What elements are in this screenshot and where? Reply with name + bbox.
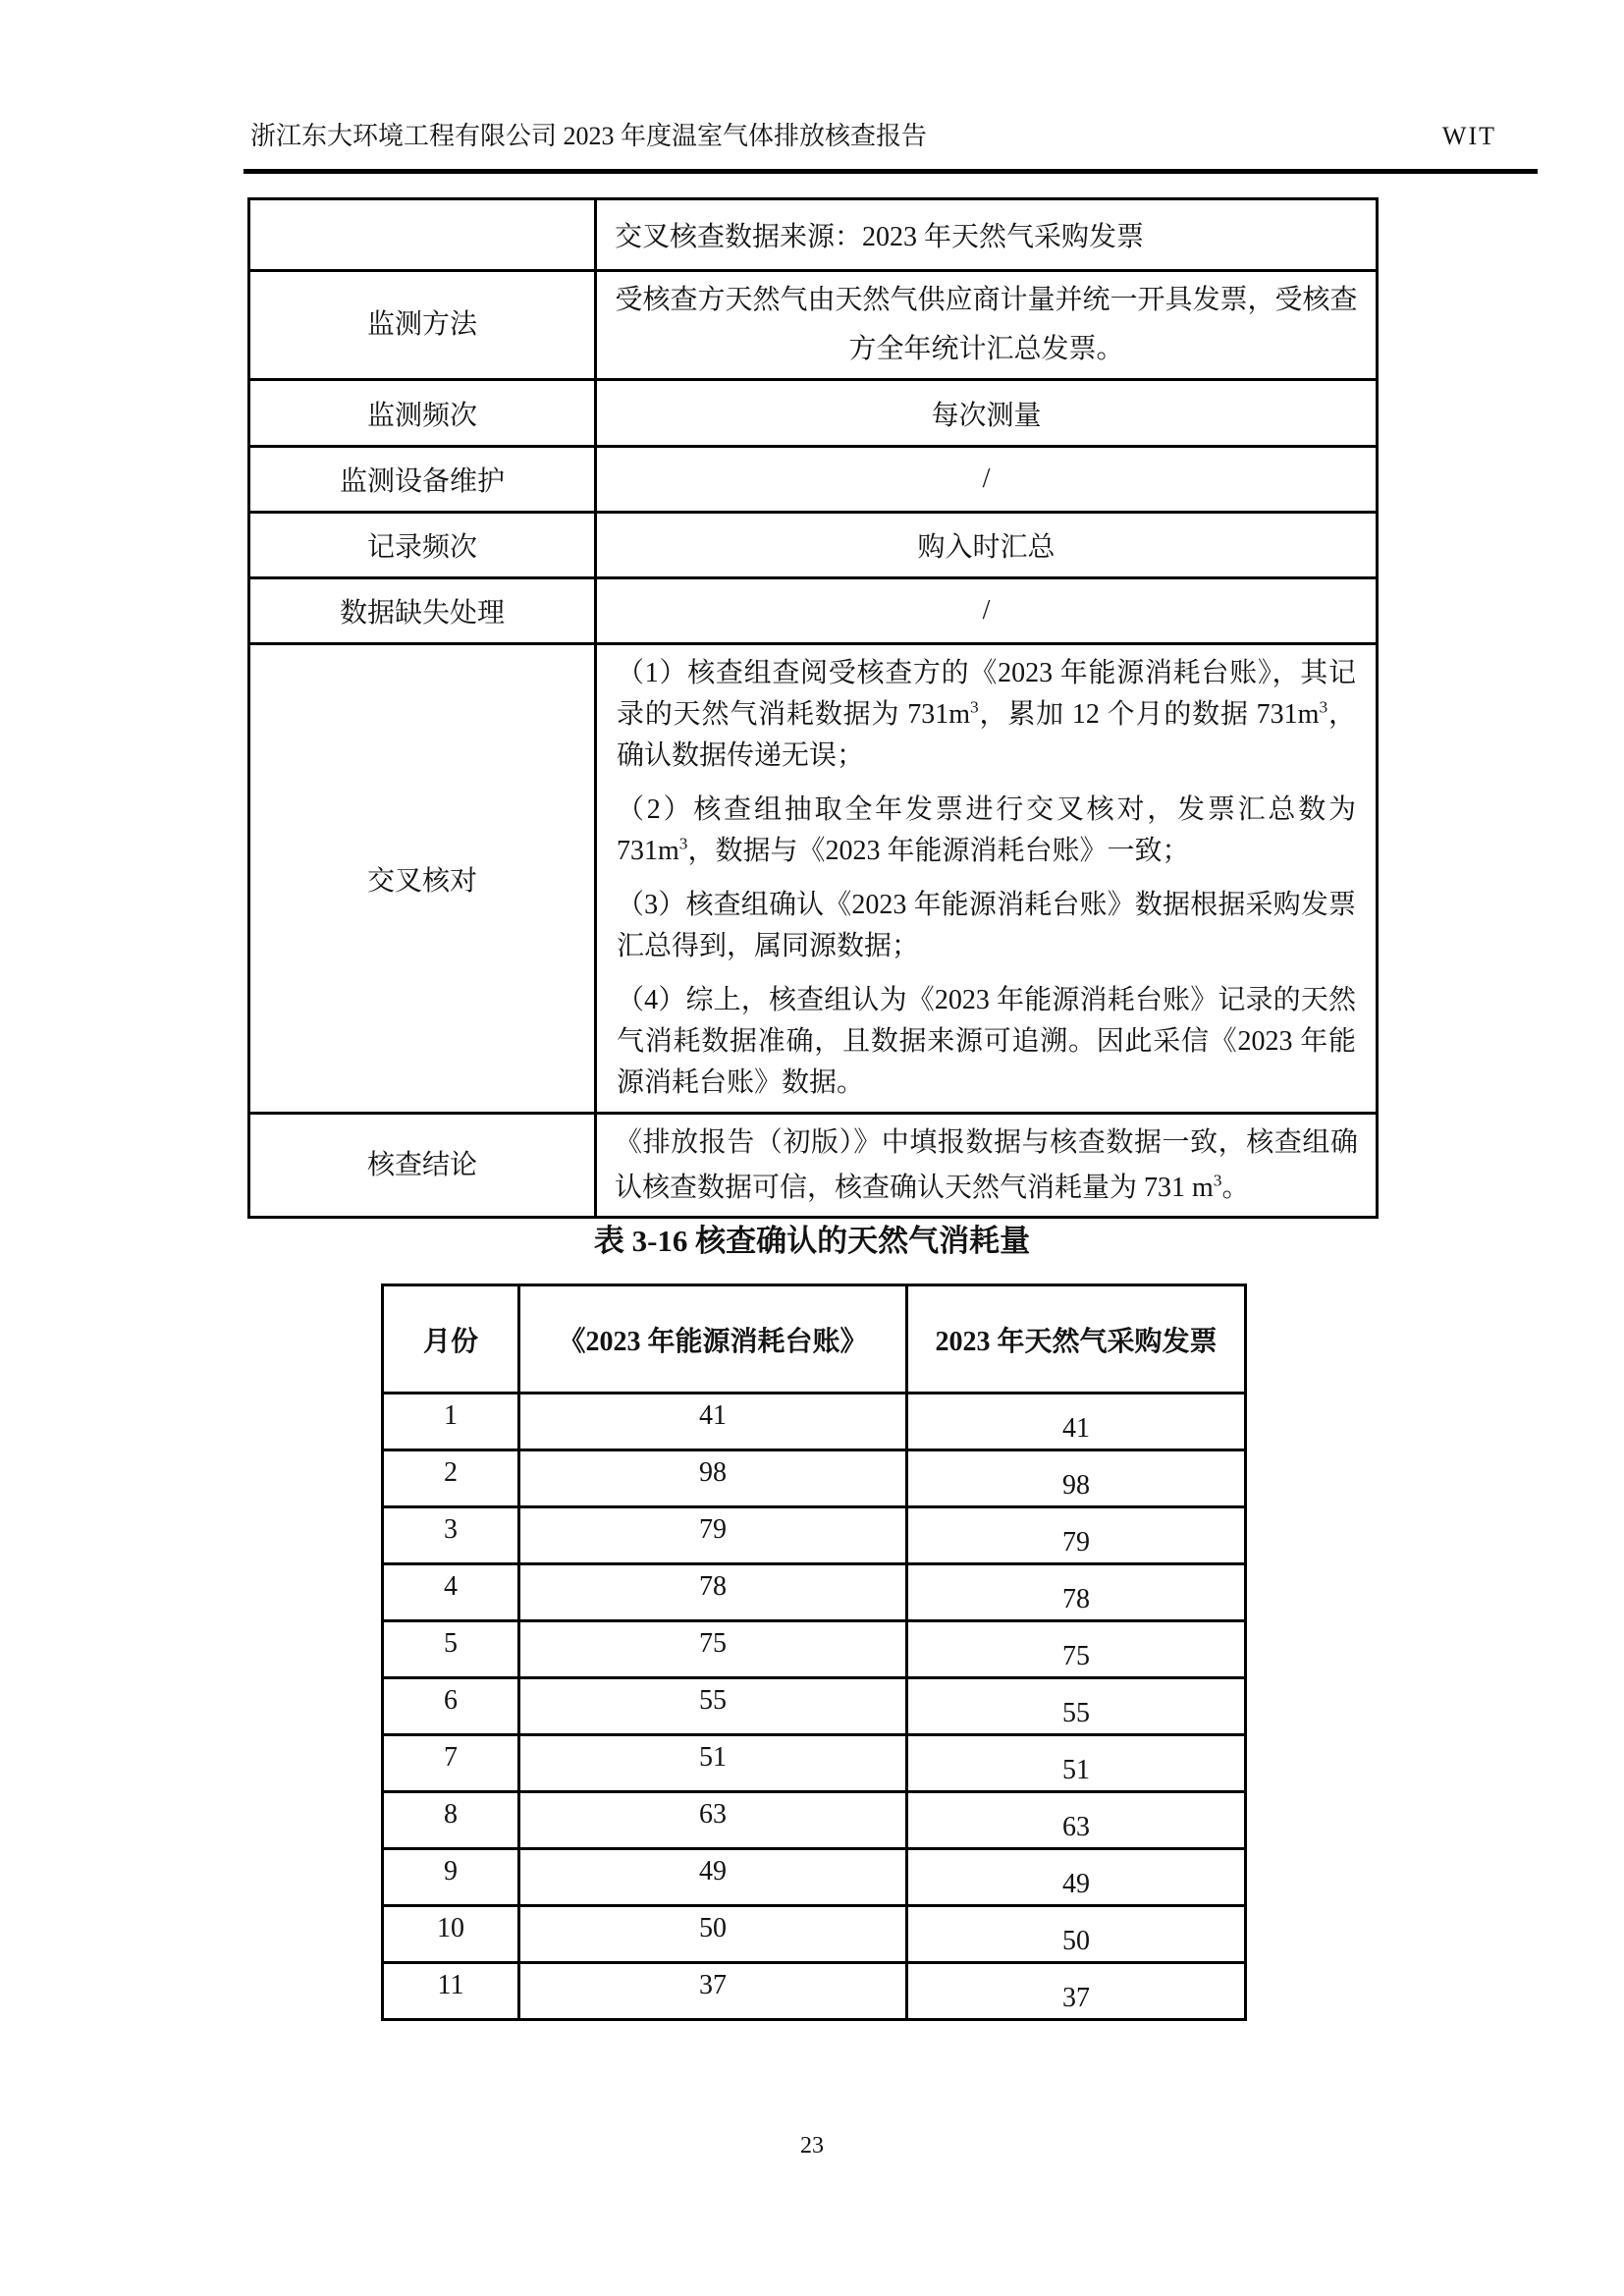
month-cell: 7	[383, 1729, 519, 1786]
invoice-cell: 37	[907, 1963, 1246, 2020]
table-row	[383, 1621, 1246, 1678]
table-row	[383, 1963, 1246, 2020]
row-value-cell: 购入时汇总	[596, 513, 1378, 578]
row-label-cell: 监测方法	[249, 271, 596, 380]
table-row	[249, 271, 1378, 380]
monitoring-table	[247, 197, 1379, 1219]
month-cell: 3	[383, 1502, 519, 1558]
invoice-cell: 50	[907, 1906, 1246, 1963]
cross-check-paragraph-1: （1）核查组查阅受核查方的《2023 年能源消耗台账》，其记录的天然气消耗数据为 $731m^3$，累加 12 个月的数据 $731m^3$，确认数据传递无误；	[617, 658, 1356, 771]
superscript: 3	[1213, 1171, 1222, 1190]
row-value-cell: /	[596, 578, 1378, 644]
row-value-cell: 每次测量	[596, 380, 1378, 447]
cross-check-paragraph-2: （2）核查组抽取全年发票进行交叉核对，发票汇总数为 $731m^3$，数据与《2023 年能源消耗台账》一致；	[617, 794, 1356, 866]
row-label-cell: 监测频次	[249, 380, 596, 447]
ledger-cell: 79	[519, 1507, 907, 1564]
ledger-cell: 49	[519, 1849, 907, 1906]
ledger-cell: 63	[519, 1792, 907, 1849]
header-title: 浙江东大环境工程有限公司 2023 年度温室气体排放核查报告	[250, 122, 928, 150]
table-row	[383, 1507, 1246, 1564]
table-row	[383, 1906, 1246, 1963]
row-value-cell: 受核查方天然气由天然气供应商计量并统一开具发票，受核查方全年统计汇总发票。	[596, 271, 1378, 380]
table-row	[249, 513, 1378, 578]
cross-check-paragraph-4: （4）综上，核查组认为《2023 年能源消耗台账》记录的天然气消耗数据准确，且数据来源可追溯。因此采信《2023 年能源消耗台账》数据。	[617, 985, 1356, 1098]
header-rule	[244, 169, 1538, 174]
month-cell: 11	[383, 1957, 519, 2014]
superscript: 3	[1319, 697, 1328, 717]
header-right-mark: WIT	[1441, 122, 1496, 150]
superscript: 3	[969, 697, 979, 717]
running-header	[250, 120, 1496, 153]
month-cell: 4	[383, 1558, 519, 1615]
table-row	[383, 1849, 1246, 1906]
month-cell: 8	[383, 1786, 519, 1843]
table-row-conclusion	[249, 1114, 1378, 1218]
month-cell: 10	[383, 1900, 519, 1957]
page-number: 23	[800, 2133, 824, 2159]
consumption-table	[381, 1284, 1247, 2021]
row-label-cell: 数据缺失处理	[249, 578, 596, 644]
conclusion-cell: 《排放报告（初版）》中填报数据与核查数据一致，核查组确认核查数据可信，核查确认天然气消耗量为 731 $m^3$。	[596, 1114, 1378, 1218]
cross-check-paragraph-3: （3）核查组确认《2023 年能源消耗台账》数据根据采购发票汇总得到，属同源数据；	[617, 890, 1356, 961]
ledger-cell: 37	[519, 1963, 907, 2020]
table-row	[383, 1394, 1246, 1450]
invoice-cell: 49	[907, 1849, 1246, 1906]
invoice-cell: 63	[907, 1792, 1246, 1849]
column-header-invoice: 2023 年天然气采购发票	[907, 1285, 1246, 1394]
table-row	[383, 1792, 1246, 1849]
month-cell: 9	[383, 1843, 519, 1900]
month-cell: 6	[383, 1672, 519, 1729]
table-row	[383, 1735, 1246, 1792]
table-row	[249, 199, 1378, 271]
month-cell: 5	[383, 1615, 519, 1672]
superscript: 3	[678, 834, 688, 853]
invoice-cell: 75	[907, 1621, 1246, 1678]
row-label-cell	[249, 199, 596, 271]
invoice-cell: 51	[907, 1735, 1246, 1792]
ledger-cell: 50	[519, 1906, 907, 1963]
ledger-cell: 75	[519, 1621, 907, 1678]
row-label-cell: 核查结论	[249, 1114, 596, 1218]
cross-check-cell	[596, 644, 1378, 1114]
ledger-cell: 41	[519, 1394, 907, 1450]
row-label-cell: 交叉核对	[249, 644, 596, 1114]
table-row	[383, 1450, 1246, 1507]
invoice-cell: 79	[907, 1507, 1246, 1564]
column-header-ledger: 《2023 年能源消耗台账》	[519, 1285, 907, 1394]
table-row	[383, 1564, 1246, 1621]
invoice-cell: 41	[907, 1394, 1246, 1450]
ledger-cell: 55	[519, 1678, 907, 1735]
month-cell: 2	[383, 1445, 519, 1502]
table-row	[249, 578, 1378, 644]
row-value-cell: 交叉核查数据来源：2023 年天然气采购发票	[596, 199, 1378, 271]
table-row	[249, 447, 1378, 513]
column-header-month: 月份	[383, 1285, 519, 1394]
row-label-cell: 记录频次	[249, 513, 596, 578]
ledger-cell: 78	[519, 1564, 907, 1621]
consumption-header-row	[383, 1285, 1246, 1394]
row-value-cell: /	[596, 447, 1378, 513]
ledger-cell: 98	[519, 1450, 907, 1507]
invoice-cell: 78	[907, 1564, 1246, 1621]
table-title: 表 3-16 核查确认的天然气消耗量	[593, 1224, 1031, 1258]
invoice-cell: 55	[907, 1678, 1246, 1735]
month-cell: 1	[383, 1388, 519, 1445]
table-row	[249, 380, 1378, 447]
table-row	[383, 1678, 1246, 1735]
ledger-cell: 51	[519, 1735, 907, 1792]
row-label-cell: 监测设备维护	[249, 447, 596, 513]
table-row-cross-check	[249, 644, 1378, 1114]
invoice-cell: 98	[907, 1450, 1246, 1507]
